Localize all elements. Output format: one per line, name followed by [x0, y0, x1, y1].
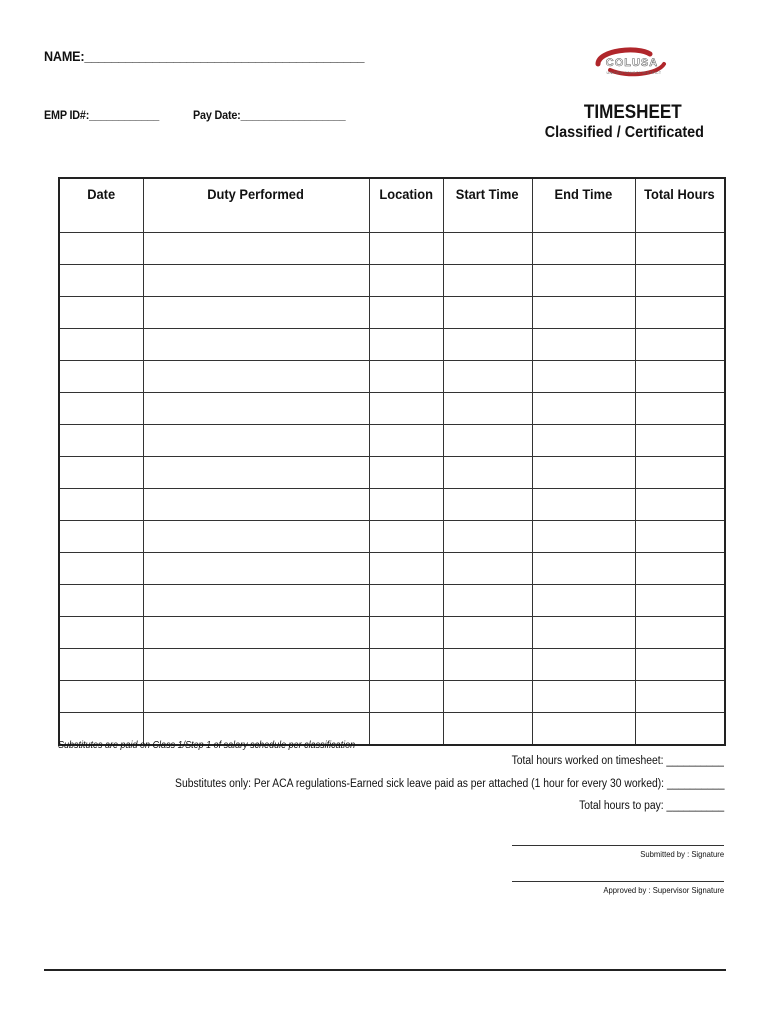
end-time-cell[interactable] [532, 649, 635, 681]
location-cell[interactable] [369, 521, 443, 553]
date-cell[interactable] [59, 297, 143, 329]
location-cell[interactable] [369, 361, 443, 393]
table-row [59, 297, 725, 329]
duty-cell[interactable] [143, 425, 369, 457]
total-hours-cell[interactable] [635, 489, 725, 521]
start-time-cell[interactable] [443, 265, 532, 297]
duty-cell[interactable] [143, 521, 369, 553]
page-subtitle: Classified / Certificated [544, 124, 704, 141]
date-cell[interactable] [59, 425, 143, 457]
start-time-cell[interactable] [443, 457, 532, 489]
date-cell[interactable] [59, 265, 143, 297]
date-cell[interactable] [59, 233, 143, 265]
svg-text:COLUSA: COLUSA [605, 57, 659, 69]
emp-id-field[interactable]: EMP ID#:____________ [44, 108, 160, 122]
date-cell[interactable] [59, 617, 143, 649]
start-time-cell[interactable] [443, 489, 532, 521]
duty-cell[interactable] [143, 265, 369, 297]
table-row [59, 425, 725, 457]
date-cell[interactable] [59, 361, 143, 393]
duty-cell[interactable] [143, 457, 369, 489]
date-cell[interactable] [59, 329, 143, 361]
total-hours-cell[interactable] [635, 425, 725, 457]
start-time-cell[interactable] [443, 713, 532, 746]
date-cell[interactable] [59, 553, 143, 585]
duty-cell[interactable] [143, 361, 369, 393]
total-hours-cell[interactable] [635, 457, 725, 489]
location-cell[interactable] [369, 329, 443, 361]
table-row [59, 361, 725, 393]
table-row [59, 233, 725, 265]
total-hours-cell[interactable] [635, 585, 725, 617]
date-cell[interactable] [59, 681, 143, 713]
column-header-total-hours: Total Hours [635, 178, 725, 233]
location-cell[interactable] [369, 233, 443, 265]
approved-signature-line[interactable] [512, 881, 724, 882]
approved-signature-label: Approved by : Supervisor Signature [603, 885, 724, 895]
start-time-cell[interactable] [443, 233, 532, 265]
total-hours-cell[interactable] [635, 617, 725, 649]
total-hours-cell[interactable] [635, 297, 725, 329]
total-hours-worked-field[interactable]: Total hours worked on timesheet: __________ [511, 755, 724, 767]
total-hours-cell[interactable] [635, 329, 725, 361]
start-time-cell[interactable] [443, 393, 532, 425]
name-field[interactable]: NAME:_________________________________________ [44, 48, 365, 64]
table-row [59, 521, 725, 553]
end-time-cell[interactable] [532, 361, 635, 393]
total-hours-cell[interactable] [635, 393, 725, 425]
start-time-cell[interactable] [443, 425, 532, 457]
end-time-cell[interactable] [532, 393, 635, 425]
location-cell[interactable] [369, 681, 443, 713]
date-cell[interactable] [59, 393, 143, 425]
date-cell[interactable] [59, 649, 143, 681]
start-time-cell[interactable] [443, 617, 532, 649]
location-cell[interactable] [369, 425, 443, 457]
location-cell[interactable] [369, 713, 443, 746]
table-row [59, 553, 725, 585]
end-time-cell[interactable] [532, 265, 635, 297]
end-time-cell[interactable] [532, 713, 635, 746]
column-header-location: Location [369, 178, 443, 233]
table-row [59, 585, 725, 617]
end-time-cell[interactable] [532, 233, 635, 265]
footer-divider [44, 969, 726, 971]
submitted-signature-label: Submitted by : Signature [640, 849, 724, 859]
end-time-cell[interactable] [532, 297, 635, 329]
location-cell[interactable] [369, 297, 443, 329]
duty-cell[interactable] [143, 329, 369, 361]
table-row [59, 457, 725, 489]
total-hours-cell[interactable] [635, 553, 725, 585]
total-hours-cell[interactable] [635, 681, 725, 713]
start-time-cell[interactable] [443, 329, 532, 361]
date-cell[interactable] [59, 489, 143, 521]
end-time-cell[interactable] [532, 617, 635, 649]
table-row [59, 329, 725, 361]
start-time-cell[interactable] [443, 585, 532, 617]
duty-cell[interactable] [143, 489, 369, 521]
table-row [59, 649, 725, 681]
location-cell[interactable] [369, 617, 443, 649]
total-hours-cell[interactable] [635, 233, 725, 265]
table-row [59, 681, 725, 713]
end-time-cell[interactable] [532, 329, 635, 361]
end-time-cell[interactable] [532, 457, 635, 489]
location-cell[interactable] [369, 553, 443, 585]
total-hours-cell[interactable] [635, 265, 725, 297]
total-hours-cell[interactable] [635, 521, 725, 553]
end-time-cell[interactable] [532, 521, 635, 553]
date-cell[interactable] [59, 457, 143, 489]
svg-text:UNIFIED SCHOOL DISTRICT: UNIFIED SCHOOL DISTRICT [606, 71, 662, 75]
end-time-cell[interactable] [532, 681, 635, 713]
date-cell[interactable] [59, 521, 143, 553]
column-header-end-time: End Time [532, 178, 635, 233]
duty-cell[interactable] [143, 649, 369, 681]
location-cell[interactable] [369, 585, 443, 617]
table-header-row [59, 178, 725, 233]
end-time-cell[interactable] [532, 585, 635, 617]
total-hours-cell[interactable] [635, 649, 725, 681]
substitute-note: Substitutes are paid on Class 1/Step 1 of salary schedule per classification [58, 740, 356, 751]
location-cell[interactable] [369, 457, 443, 489]
column-header-date: Date [59, 178, 143, 233]
date-cell[interactable] [59, 585, 143, 617]
duty-cell[interactable] [143, 233, 369, 265]
column-header-start-time: Start Time [443, 178, 532, 233]
start-time-cell[interactable] [443, 297, 532, 329]
table-row [59, 265, 725, 297]
duty-cell[interactable] [143, 393, 369, 425]
total-hours-cell[interactable] [635, 713, 725, 746]
end-time-cell[interactable] [532, 489, 635, 521]
start-time-cell[interactable] [443, 361, 532, 393]
location-cell[interactable] [369, 393, 443, 425]
submitted-signature-line[interactable] [512, 845, 724, 846]
duty-cell[interactable] [143, 681, 369, 713]
start-time-cell[interactable] [443, 649, 532, 681]
location-cell[interactable] [369, 265, 443, 297]
start-time-cell[interactable] [443, 553, 532, 585]
location-cell[interactable] [369, 649, 443, 681]
table-row [59, 489, 725, 521]
duty-cell[interactable] [143, 297, 369, 329]
duty-cell[interactable] [143, 553, 369, 585]
table-row [59, 393, 725, 425]
table-row [59, 617, 725, 649]
sick-leave-field[interactable]: Substitutes only: Per ACA regulations-Earned sick leave paid as per attached (1 hour for every 30 worked): __________ [174, 778, 724, 790]
start-time-cell[interactable] [443, 521, 532, 553]
location-cell[interactable] [369, 489, 443, 521]
start-time-cell[interactable] [443, 681, 532, 713]
timesheet-table [58, 177, 726, 746]
end-time-cell[interactable] [532, 553, 635, 585]
district-logo [588, 44, 678, 80]
column-header-duty: Duty Performed [143, 178, 369, 233]
total-hours-cell[interactable] [635, 361, 725, 393]
page-title: TIMESHEET [584, 102, 682, 123]
duty-cell[interactable] [143, 585, 369, 617]
duty-cell[interactable] [143, 617, 369, 649]
total-hours-to-pay-field[interactable]: Total hours to pay: __________ [578, 800, 724, 812]
end-time-cell[interactable] [532, 425, 635, 457]
pay-date-field[interactable]: Pay Date:__________________ [193, 108, 346, 122]
